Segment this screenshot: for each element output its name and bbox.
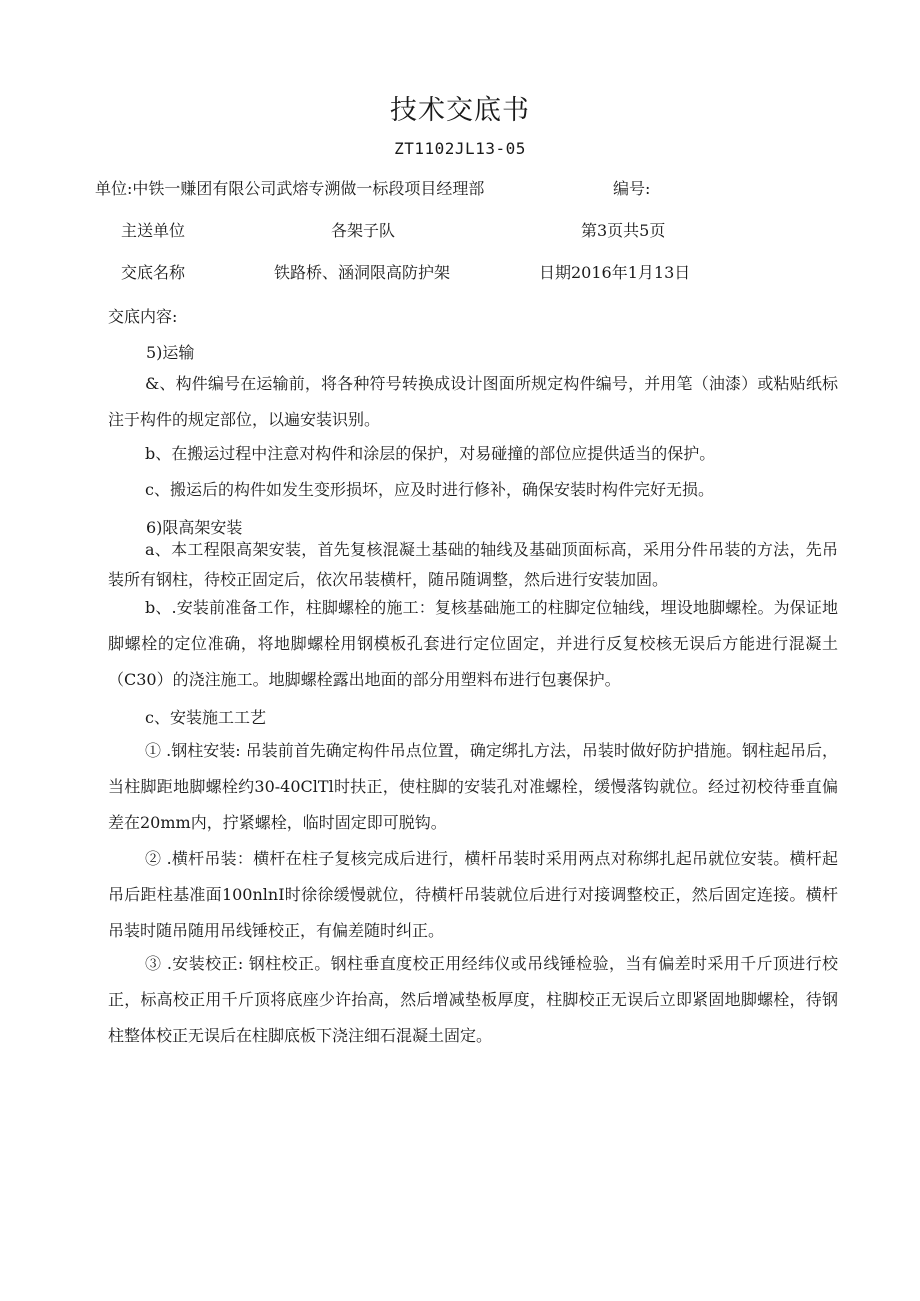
unit-label: 单位:中铁一赚团有限公司武熔专溯做一标段项目经理部: [95, 179, 485, 198]
install-step-3: ③ .安装校正: 钢柱校正。钢柱垂直度校正用经纬仪或吊线锤检验，当有偏差时采用千斤顶进行校正，标高校正用千斤顶将底座少许抬高，然后增减垫板厚度，柱脚校正无误后立即紧固地脚螺栓，待钢柱整体校正无误后在柱脚底板下浇注细石混凝土固定。: [108, 954, 838, 1045]
install-heading: 6)限高架安装: [146, 518, 243, 537]
install-step-2: ② .横杆吊装：横杆在柱子复核完成后进行，横杆吊装时采用两点对称绑扎起吊就位安装。横杆起吊后距柱基准面100nlnI时徐徐缓慢就位，待横杆吊装就位后进行对接调整校正，然后固定连接。横杆吊装时随吊随用吊线锤校正，有偏差随时纠正。: [108, 849, 838, 940]
transport-item-a: &、构件编号在运输前，将各种符号转换成设计图面所规定构件编号，并用笔（油漆）或粘贴纸标注于构件的规定部位，以遍安装识别。: [108, 374, 838, 429]
subject-value: 铁路桥、涵洞限高防护架: [274, 263, 451, 282]
transport-heading: 5)运输: [146, 343, 195, 362]
content-label: 交底内容:: [108, 307, 178, 326]
date-text: 日期2016年1月13日: [539, 263, 691, 282]
transport-item-b: b、在搬运过程中注意对构件和涂层的保护，对易碰撞的部位应提供适当的保护。: [145, 444, 716, 463]
transport-item-c: c、搬运后的构件如发生变形损坏，应及时进行修补，确保安装时构件完好无损。: [145, 480, 714, 499]
document-number: ZT1102JL13-05: [394, 139, 526, 158]
install-step-1: ① .钢柱安装: 吊装前首先确定构件吊点位置，确定绑扎方法，吊装时做好防护措施。钢柱起吊后，当柱脚距地脚螺栓约30-40ClTl时扶正，使柱脚的安装孔对准螺栓，缓慢落钩就位。经过初校待垂直偏差在20mm内，拧紧螺栓，临时固定即可脱钩。: [108, 741, 838, 832]
install-item-b: b、.安装前准备工作，柱脚螺栓的施工：复核基础施工的柱脚定位轴线，埋设地脚螺栓。为保证地脚螺栓的定位准确，将地脚螺栓用钢模板孔套进行定位固定，并进行反复校核无误后方能进行混凝土（C30）的浇注施工。地脚螺栓露出地面的部分用塑料布进行包裹保护。: [108, 598, 838, 689]
subject-label: 交底名称: [121, 263, 186, 282]
document-title: 技术交底书: [390, 95, 530, 126]
page-info: 第3页共5页: [581, 221, 666, 240]
install-item-c: c、安装施工工艺: [145, 708, 266, 727]
install-item-a: a、本工程限高架安装，首先复核混凝土基础的轴线及基础顶面标高，采用分件吊装的方法，先吊装所有钢柱，待校正固定后，依次吊装横杆，随吊随调整，然后进行安装加固。: [108, 540, 838, 589]
number-label: 编号:: [613, 179, 651, 198]
recipient-label: 主送单位: [121, 221, 186, 240]
recipient-value: 各架子队: [331, 221, 396, 240]
